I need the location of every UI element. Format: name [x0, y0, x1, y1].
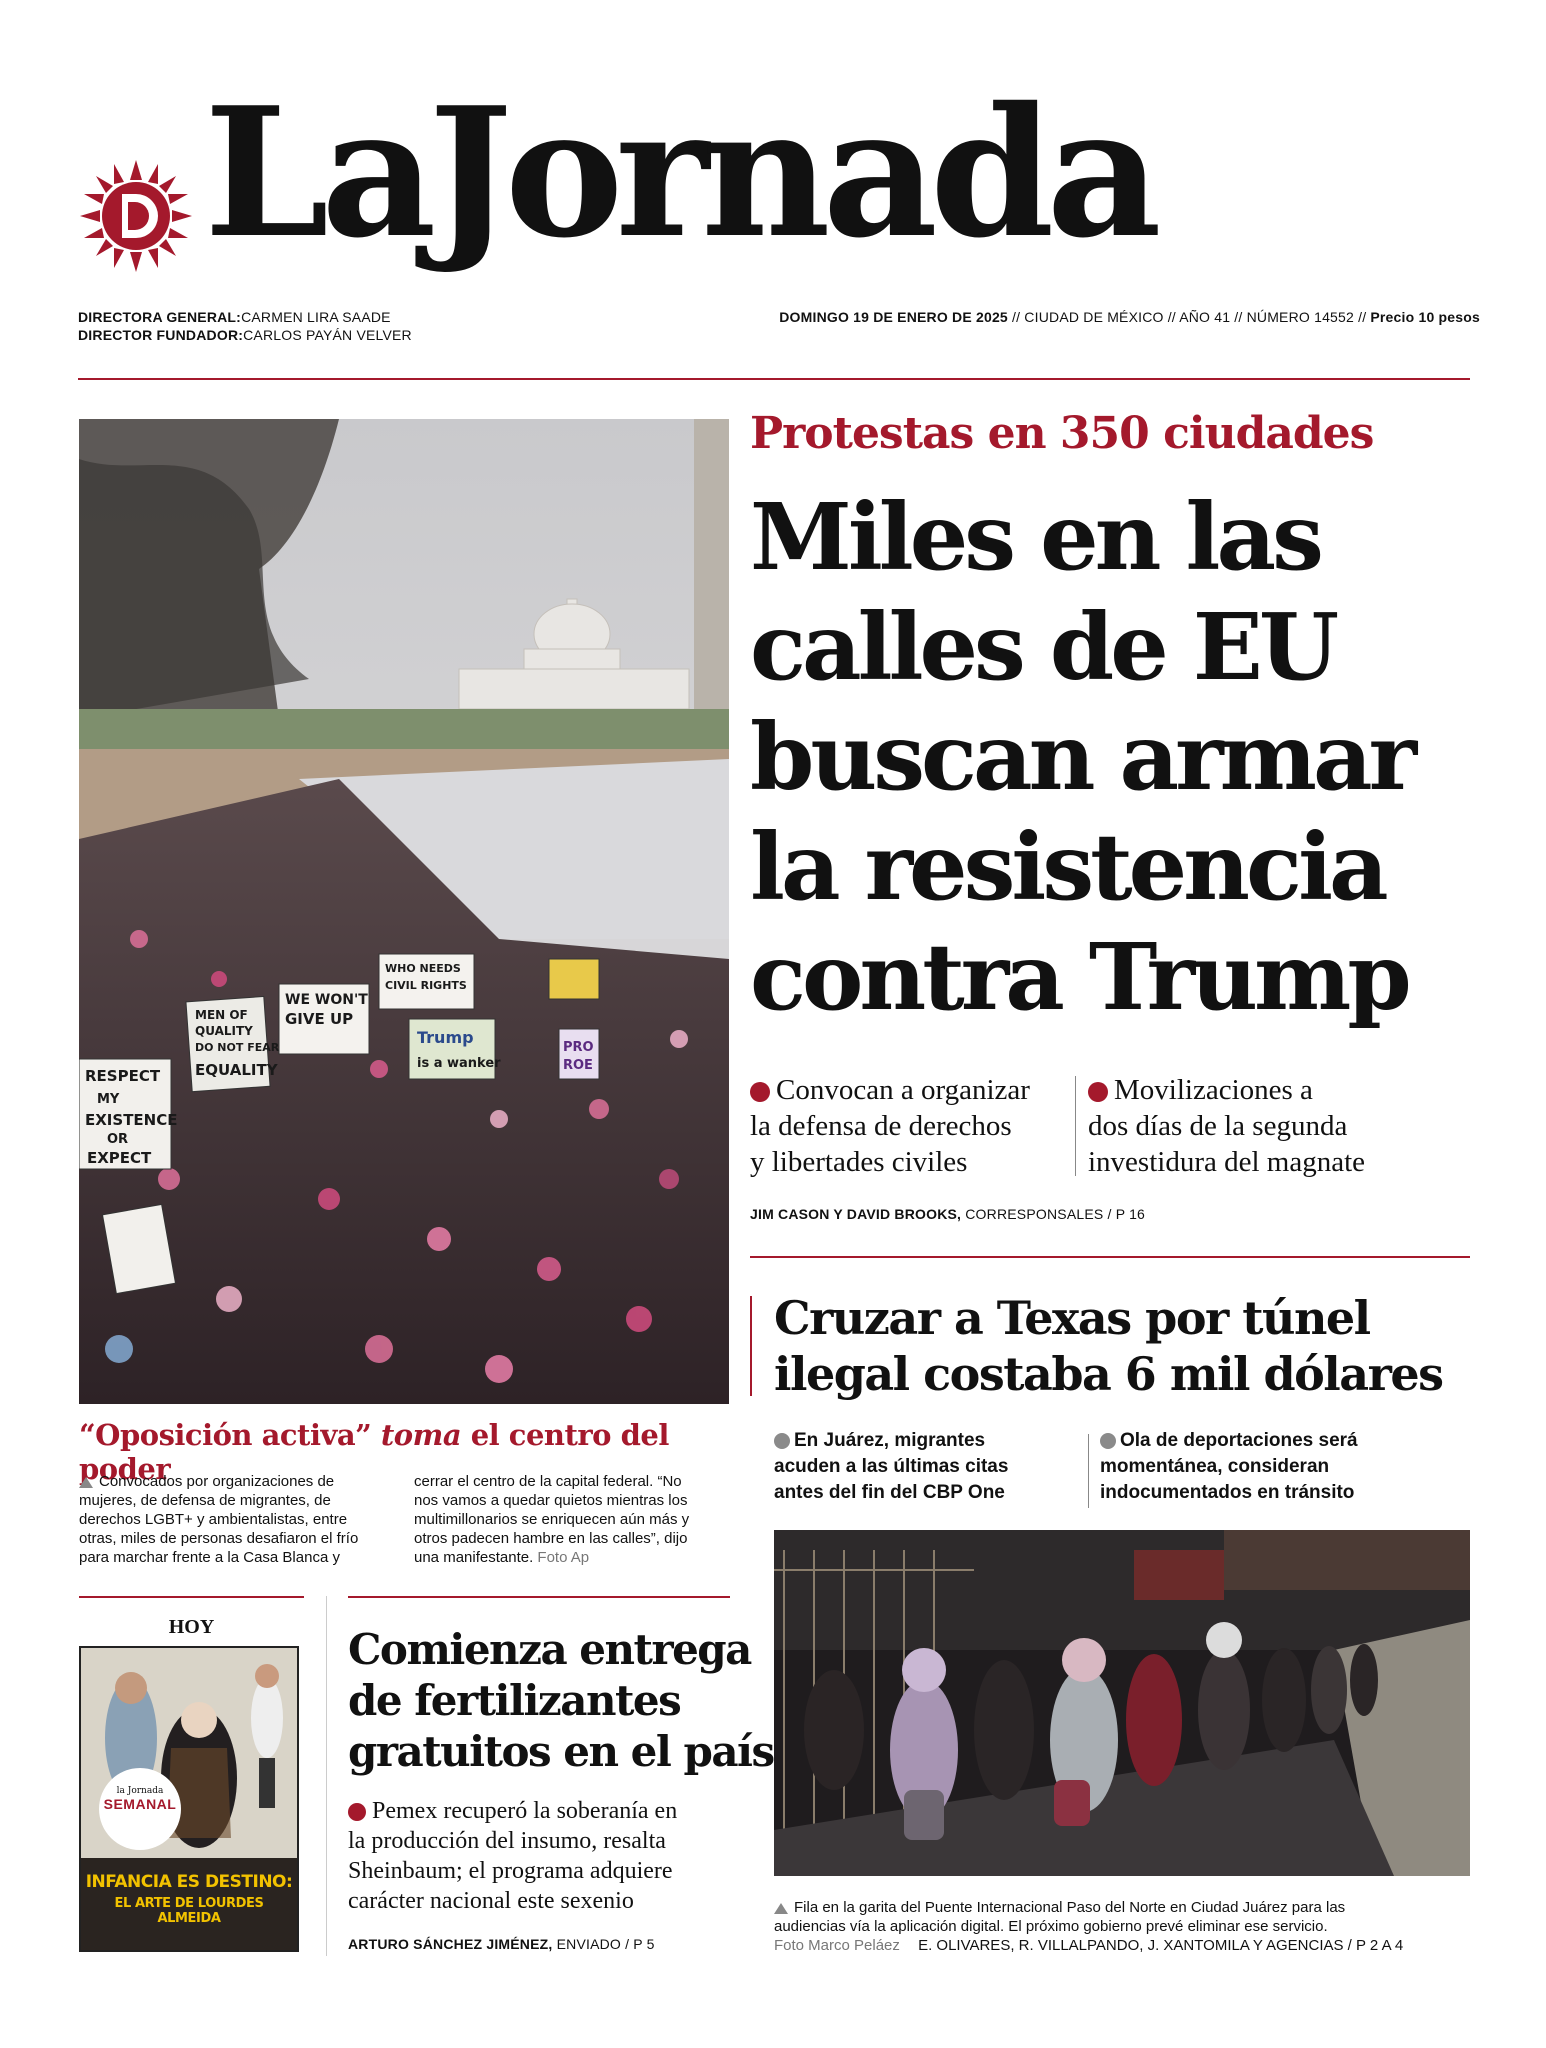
svg-text:MY: MY — [97, 1092, 120, 1107]
svg-text:ROE: ROE — [563, 1058, 593, 1073]
sun-logo-icon — [78, 158, 194, 274]
svg-text:PRO: PRO — [563, 1040, 594, 1055]
lead-headline: Miles en las calles de EU buscan armar la resistencia contra Trump — [750, 483, 1414, 1031]
bullet-dot-icon — [348, 1803, 366, 1821]
lower-rule-right — [348, 1596, 730, 1598]
texas-left-divider — [750, 1296, 752, 1396]
newspaper-logo: LaJornada — [204, 68, 1154, 277]
photo-caption-col2: cerrar el centro de la capital federal. “No nos vamos a quedar quietos mientras los multimillonarios se enriquecen aún más y otros padecen hambre en las calles”, dijo una manifestante. Foto Ap — [414, 1473, 690, 1566]
photo-caption-col1: Convocados por organizaciones de mujeres, de defensa de migrantes, de derechos LGBT+ y ambientalistas, entre otras, miles de personas desafiaron el frío para marchar frente a la Casa Blanca y — [79, 1473, 359, 1566]
edition-details: // CIUDAD DE MÉXICO // AÑO 41 // NÚMERO 14552 // — [1012, 309, 1367, 325]
semanal-title: INFANCIA ES DESTINO: EL ARTE DE LOURDES ALMEIDA — [85, 1872, 293, 1926]
migrants-photo-credit: Foto Marco Peláez — [774, 1937, 900, 1954]
svg-text:CIVIL RIGHTS: CIVIL RIGHTS — [385, 979, 467, 992]
svg-text:WE WON'T: WE WON'T — [285, 992, 368, 1008]
semanal-brand-small: la Jornada — [116, 1786, 164, 1796]
photo-credit: Foto Ap — [537, 1549, 590, 1566]
bullet-dot-icon — [774, 1433, 790, 1449]
lower-rule-left — [79, 1596, 304, 1598]
semanal-divider — [326, 1596, 327, 1956]
directora-name: CARMEN LIRA SAADE — [241, 309, 391, 325]
photo-caption — [79, 1418, 729, 1566]
masthead-rule — [78, 378, 1470, 380]
lead-byline: JIM CASON Y DAVID BROOKS, CORRESPONSALES / P 16 — [750, 1206, 1146, 1222]
bullet-dot-icon — [1088, 1082, 1108, 1102]
triangle-icon — [774, 1903, 788, 1914]
edition-date: DOMINGO 19 DE ENERO DE 2025 — [779, 309, 1008, 325]
semanal-cover[interactable] — [79, 1646, 299, 1952]
edition-info — [779, 308, 1480, 326]
lead-bullets-divider — [1075, 1076, 1076, 1176]
semanal-hoy: HOY — [168, 1616, 215, 1638]
sign-respect: RESPECT — [85, 1067, 161, 1085]
fertilizantes-byline: ARTURO SÁNCHEZ JIMÉNEZ, ENVIADO / P 5 — [348, 1936, 655, 1952]
migrants-caption: Fila en la garita del Puente Internacional Paso del Norte en Ciudad Juárez para las audiencias vía la aplicación digital. El próximo gobierno prevé eliminar ese servicio. Foto Marco Peláez E. OLIVARES, R. VILLALPANDO, J. XANTOMILA Y AGENCIAS / P 2 A 4 — [774, 1899, 1404, 1954]
migrants-photo — [774, 1530, 1470, 1876]
bullet-dot-icon — [1100, 1433, 1116, 1449]
svg-text:EXISTENCE: EXISTENCE — [85, 1111, 178, 1129]
svg-text:OR: OR — [107, 1132, 129, 1147]
texas-bullets-divider — [1088, 1434, 1089, 1508]
photo-caption-title: “Oposición activa” toma el centro del poder — [79, 1418, 669, 1486]
texas-headline: Cruzar a Texas por túnel ilegal costaba 6 mil dólares — [774, 1291, 1443, 1401]
directora-label: DIRECTORA GENERAL: — [78, 309, 242, 325]
bullet-dot-icon — [750, 1082, 770, 1102]
protest-photo — [79, 419, 729, 1404]
svg-text:WHO NEEDS: WHO NEEDS — [385, 962, 461, 975]
svg-text:Trump: Trump — [417, 1028, 474, 1047]
fundador-label: DIRECTOR FUNDADOR: — [78, 327, 244, 343]
fertilizantes-bullet: Pemex recuperó la soberanía en la producción del insumo, resalta Sheinbaum; el programa adquiere carácter nacional este sexenio — [348, 1798, 678, 1914]
lead-bullet-1: Convocan a organizar la defensa de derechos y libertades civiles — [750, 1074, 1030, 1178]
svg-text:DO NOT FEAR: DO NOT FEAR — [195, 1041, 280, 1054]
svg-text:GIVE UP: GIVE UP — [285, 1010, 354, 1028]
svg-text:is a wanker: is a wanker — [417, 1056, 501, 1071]
texas-page: / P 2 A 4 — [1347, 1937, 1404, 1954]
texas-byline: E. OLIVARES, R. VILLALPANDO, J. XANTOMILA Y AGENCIAS — [918, 1937, 1344, 1954]
fertilizantes-headline: Comienza entrega de fertilizantes gratuitos en el país — [348, 1625, 774, 1776]
semanal-badge — [99, 1768, 181, 1850]
semanal-brand: SEMANAL — [103, 1796, 177, 1812]
texas-bullet-1: En Juárez, migrantes acuden a las últimas citas antes del fin del CBP One — [774, 1430, 1009, 1503]
fundador-name: CARLOS PAYÁN VELVER — [243, 327, 412, 343]
directors-credit — [78, 308, 498, 344]
lead-bullet-2: Movilizaciones a dos días de la segunda investidura del magnate — [1088, 1074, 1366, 1178]
texas-bullet-2: Ola de deportaciones será momentánea, consideran indocumentados en tránsito — [1100, 1430, 1358, 1503]
lead-kicker: Protestas en 350 ciudades — [750, 408, 1374, 459]
svg-text:EXPECT: EXPECT — [87, 1149, 152, 1167]
edition-price: Precio 10 pesos — [1370, 309, 1480, 325]
triangle-icon — [79, 1477, 93, 1488]
svg-text:EQUALITY: EQUALITY — [195, 1061, 278, 1079]
svg-text:QUALITY: QUALITY — [195, 1024, 253, 1038]
svg-text:MEN OF: MEN OF — [195, 1008, 248, 1022]
masthead — [0, 0, 1546, 380]
lead-rule — [750, 1256, 1470, 1258]
